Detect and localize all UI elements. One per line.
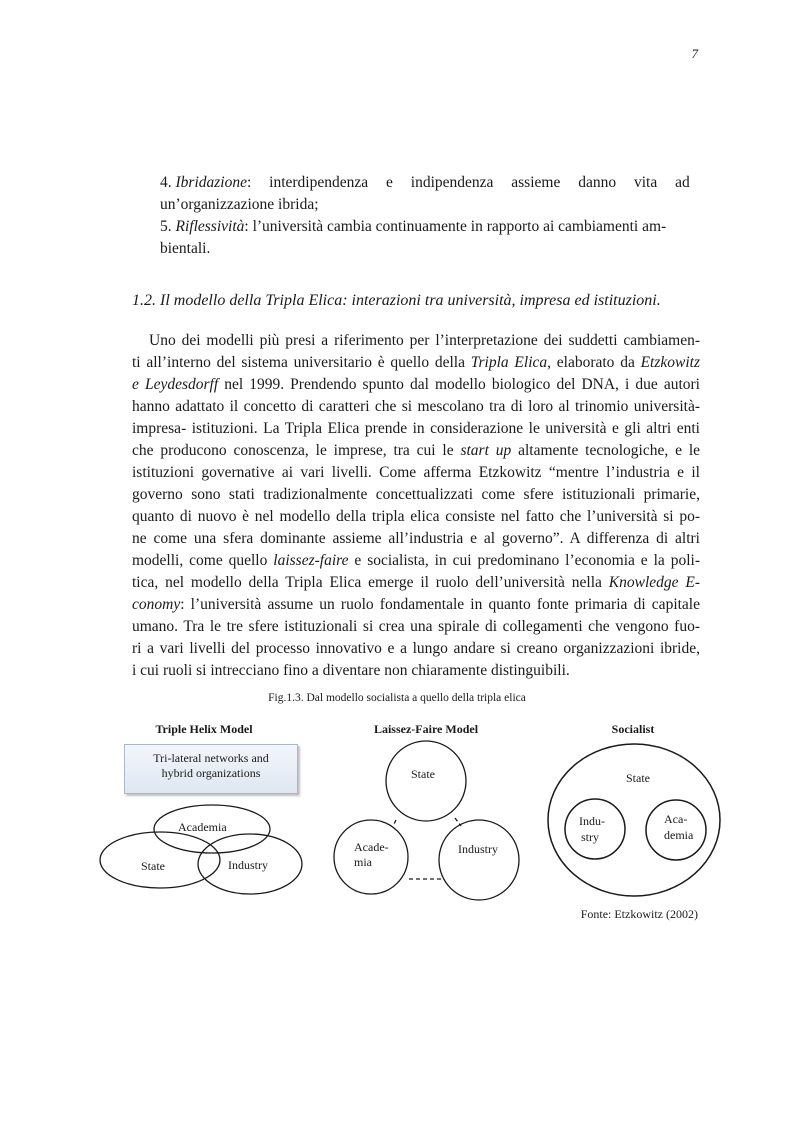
list-item-ibridazione [160, 172, 700, 194]
lf-state-label: State [411, 767, 435, 781]
paragraph-line: Uno dei modelli più presi a riferimento per l’interpretazione dei suddetti cambiamen- [149, 332, 700, 349]
list-item-ibridazione-continued: un’organizzazione ibrida; [160, 196, 319, 213]
paragraph-line: modelli, come quello laissez-faire e socialista, in cui predominano l’economia e la poli- [132, 552, 700, 569]
box-line: hybrid organizations [161, 766, 261, 780]
triple-helix-title: Triple Helix Model [155, 722, 253, 736]
lf-connector [455, 818, 461, 826]
soc-state-ellipse [548, 744, 720, 896]
section-heading: 1.2. Il modello della Tripla Elica: interazioni tra università, impresa ed istituzioni. [132, 292, 661, 309]
academia-ellipse [154, 805, 270, 853]
state-ellipse [100, 832, 220, 888]
figure-caption: Fig.1.3. Dal modello socialista a quello della tripla elica [268, 692, 526, 704]
academia-label: Academia [178, 820, 227, 834]
laissez-faire-title: Laissez-Faire Model [373, 722, 479, 736]
triple-helix-diagram [100, 805, 302, 894]
paragraph-line: impresa- istituzioni. La Tripla Elica prende in considerazione le università e gli altri enti [132, 420, 700, 437]
paragraph-line: e Leydesdorff nel 1999. Prendendo spunto dal modello biologico del DNA, i due autori [132, 376, 700, 393]
lf-state-circle [386, 741, 466, 821]
paragraph-line: ti all’interno del sistema universitario è quello della Tripla Elica, elaborato da Etzkowitz [132, 354, 701, 371]
industry-ellipse [198, 834, 302, 894]
list-item-term: Ibridazione [175, 174, 247, 191]
paragraph-line: governo sono stati tradizionalmente concettualizzati come sfere istituzionali primarie, [132, 486, 700, 503]
paragraph-line: hanno adattato il concetto di caratteri che si mescolano tra di loro al trinomio università- [132, 398, 700, 415]
state-label: State [141, 859, 165, 873]
body-paragraph [132, 330, 700, 682]
soc-academia-label: Aca- [664, 812, 688, 826]
paragraph-line: istituzioni governative ai vari livelli. Come afferma Etzkowitz “mentre l’industria e il [132, 464, 700, 481]
soc-industry-label: Indu- [579, 814, 605, 828]
laissez-faire-diagram [334, 741, 519, 900]
list-item-number: 5. [160, 218, 172, 235]
paragraph-line: conomy: l’università assume un ruolo fondamentale in quanto fonte primaria di capitale [132, 596, 700, 613]
lf-academia-label: Acade- [354, 840, 389, 854]
soc-state-label: State [626, 771, 650, 785]
figure-source: Fonte: Etzkowitz (2002) [580, 907, 698, 921]
paragraph-line: i cui ruoli si intrecciano fino a diventare non chiaramente distinguibili. [132, 662, 570, 679]
paragraph-line: quanto di nuovo è nel modello della tripla elica consiste nel fatto che l’università si po- [132, 508, 700, 525]
paragraph-line: ri a vari livelli del processo innovativo e a lungo andare si creano organizzazioni ibride, [132, 640, 700, 657]
paragraph-line: che producono conoscenza, le imprese, tra cui le start up altamente tecnologiche, e le [132, 442, 701, 459]
list-item-term: Riflessività [175, 218, 245, 235]
lf-academia-label: mia [354, 855, 372, 869]
lf-academia-circle [334, 820, 408, 894]
paragraph-line: umano. Tra le tre sfere istituzionali si crea una spirale di collegamenti che vengono fuo- [132, 618, 700, 635]
list-item-text: : l’università cambia continuamente in rapporto ai cambiamenti am- [244, 218, 667, 235]
lf-connector [393, 820, 396, 826]
soc-academia-circle [646, 800, 706, 860]
page-number: 7 [691, 46, 698, 61]
list-item-text: : interdipendenza e indipendenza assieme danno vita ad [246, 174, 690, 191]
list-item-number: 4. [160, 174, 172, 191]
industry-label: Industry [228, 858, 268, 872]
soc-academia-label: demia [664, 828, 694, 842]
socialist-diagram [548, 744, 720, 896]
paragraph-line: ne come una sfera dominante assieme all’industria e al governo”. A differenza di altri [132, 530, 700, 547]
hybrid-organizations-box [124, 744, 298, 794]
soc-industry-label: stry [581, 830, 599, 844]
socialist-title: Socialist [611, 722, 655, 736]
lf-industry-circle [439, 820, 519, 900]
paragraph-line: tica, nel modello della Tripla Elica emerge il ruolo dell’università nella Knowledge E- [132, 574, 700, 591]
list-item-riflessivita [160, 216, 700, 238]
list-item-riflessivita-continued: bientali. [160, 240, 211, 257]
soc-industry-circle [565, 799, 625, 859]
lf-industry-label: Industry [458, 842, 498, 856]
box-line: Tri-lateral networks and [153, 751, 269, 765]
